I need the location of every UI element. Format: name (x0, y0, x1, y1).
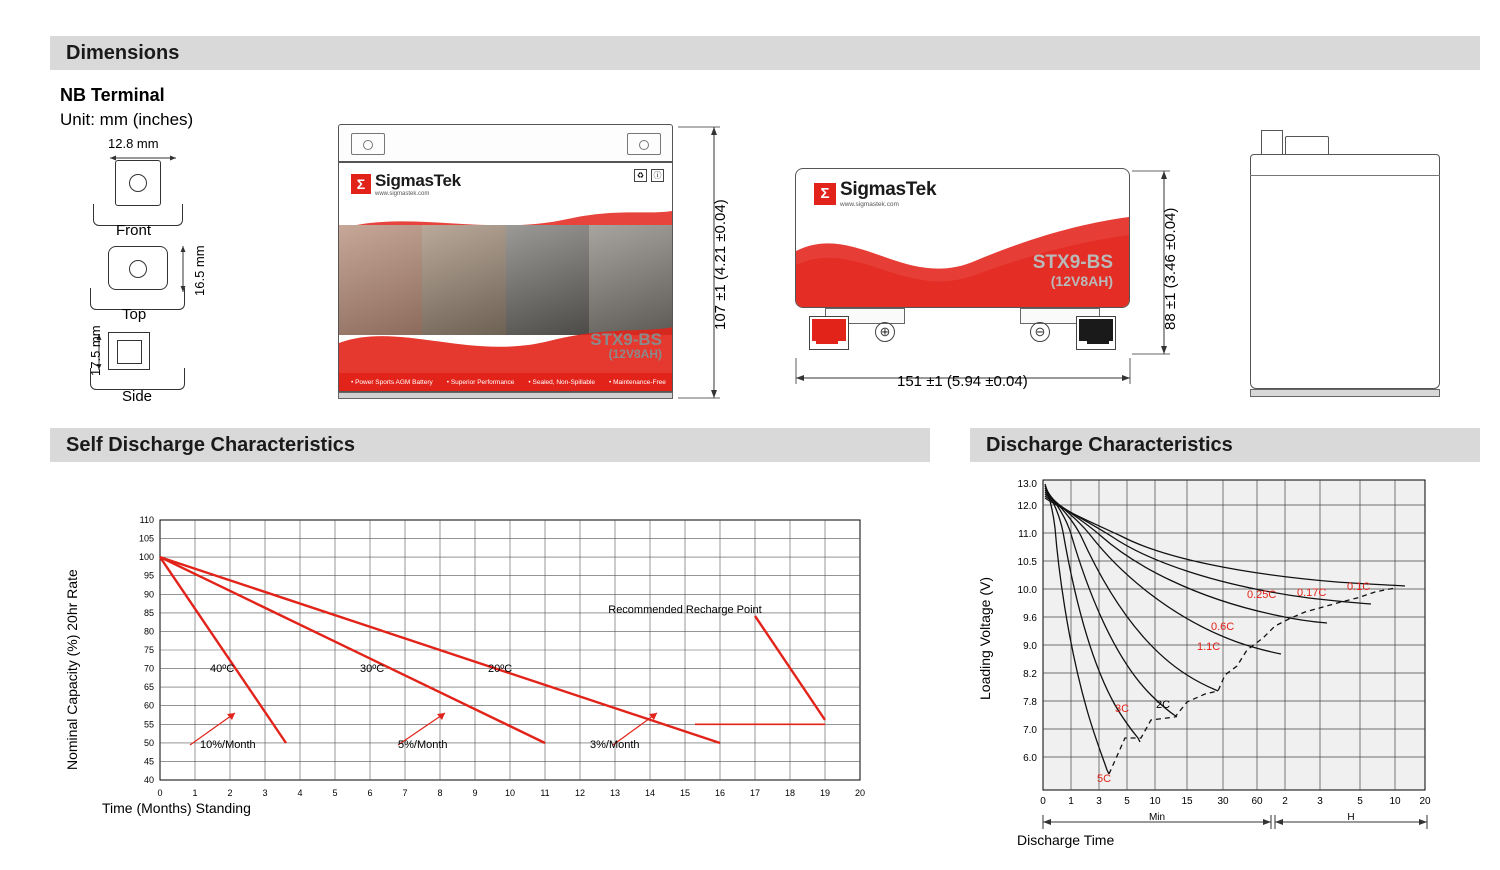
terminal-top-view (108, 246, 168, 290)
svg-text:19: 19 (819, 788, 831, 798)
svg-text:10: 10 (1389, 796, 1401, 807)
svg-text:80: 80 (143, 626, 154, 637)
battery-cell-cap (351, 133, 385, 155)
side-height-label: 88 ±1 (3.46 ±0.04) (1162, 207, 1179, 330)
svg-text:7.8: 7.8 (1023, 697, 1037, 708)
battery-side-body (795, 168, 1130, 308)
feature-3: • Sealed, Non-Spillable (528, 378, 596, 386)
svg-text:55: 55 (143, 719, 154, 730)
svg-text:12.0: 12.0 (1017, 501, 1037, 512)
battery-perspective-image (1245, 124, 1445, 399)
battery-front-body (338, 162, 673, 392)
battery-vent-nub (1261, 130, 1283, 156)
unit-label: Unit: mm (inches) (60, 110, 194, 129)
svg-text:95: 95 (143, 570, 154, 581)
svg-text:9.0: 9.0 (1023, 641, 1037, 652)
battery-side-terminals (795, 308, 1130, 356)
annotation-40c: 40ºC (210, 663, 235, 675)
section-title-dimensions: Dimensions (66, 41, 180, 64)
positive-terminal (809, 316, 849, 350)
terminal-depth-label: 17.5 mm (88, 325, 103, 376)
svg-text:2: 2 (1282, 796, 1288, 807)
battery-front-base (338, 392, 673, 399)
svg-text:60: 60 (1251, 796, 1263, 807)
svg-text:100: 100 (138, 552, 154, 563)
svg-text:15: 15 (1181, 796, 1193, 807)
svg-text:13.0: 13.0 (1017, 479, 1037, 490)
battery-icons (634, 169, 664, 182)
terminal-drawings (60, 136, 310, 406)
svg-text:90: 90 (143, 589, 154, 600)
brand-url: www.sigmastek.com (840, 201, 899, 208)
sigma-mark-icon: Σ (351, 174, 371, 194)
svg-text:0: 0 (1040, 796, 1046, 807)
battery-perspective-base (1250, 389, 1440, 397)
svg-text:8: 8 (437, 788, 443, 798)
battery-front-image (333, 124, 678, 399)
battery-model: STX9-BS (1032, 251, 1113, 273)
battery-side-image (795, 168, 1130, 358)
curve-label-0-6c: 0.6C (1211, 621, 1235, 633)
svg-text:3: 3 (262, 788, 268, 798)
section-title-discharge: Discharge Characteristics (986, 433, 1233, 456)
svg-text:10: 10 (1149, 796, 1161, 807)
self-discharge-xlabel: Time (Months) Standing (102, 800, 251, 816)
brand-name: SigmasTek (840, 179, 937, 200)
annotation-20c: 20ºC (488, 663, 513, 675)
svg-text:50: 50 (143, 737, 154, 748)
self-discharge-plot (60, 500, 940, 840)
polarity-negative-icon: ⊖ (1030, 322, 1050, 342)
svg-text:40: 40 (143, 775, 154, 785)
terminal-view-side-label: Side (122, 388, 153, 405)
svg-text:15: 15 (679, 788, 691, 798)
svg-text:11: 11 (540, 788, 550, 798)
annotation-recharge: Recommended Recharge Point (608, 604, 762, 616)
discharge-xlabel: Discharge Time (1017, 832, 1115, 848)
battery-terminal-cover (1285, 136, 1329, 156)
length-label: 151 ±1 (5.94 ±0.04) (897, 373, 1028, 390)
svg-text:75: 75 (143, 645, 154, 655)
battery-front-top-cover (338, 124, 673, 162)
brand-url: www.sigmastek.com (375, 191, 430, 197)
svg-text:16: 16 (714, 788, 726, 798)
polarity-positive-icon: ⊕ (875, 322, 895, 342)
terminal-front-view (115, 160, 161, 206)
curve-label-5c: 5C (1097, 773, 1112, 785)
brand-logo-side (814, 179, 936, 208)
svg-text:3: 3 (1096, 796, 1102, 807)
discharge-plot (975, 470, 1480, 865)
curve-label-0-1c: 0.1C (1347, 581, 1371, 593)
xaxis-group-min: Min (1148, 812, 1166, 823)
section-header-self-discharge (50, 428, 930, 462)
battery-feature-strip (339, 373, 672, 391)
svg-text:105: 105 (138, 533, 154, 544)
section-header-discharge (970, 428, 1480, 462)
terminal-height-arrow (178, 244, 188, 294)
svg-text:8.2: 8.2 (1023, 669, 1037, 680)
brand-name: SigmasTek (375, 171, 461, 190)
battery-perspective-body (1250, 154, 1440, 389)
front-height-label: 107 ±1 (4.21 ±0.04) (712, 199, 729, 330)
terminal-view-top-label: Top (122, 306, 147, 323)
svg-text:9.6: 9.6 (1023, 613, 1037, 624)
svg-text:7: 7 (402, 788, 408, 798)
section-header-dimensions (50, 36, 1480, 70)
svg-text:70: 70 (143, 663, 154, 674)
discharge-ylabel: Loading Voltage (V) (977, 577, 993, 700)
svg-text:12: 12 (574, 788, 586, 798)
terminal-view-front-label: Front (116, 222, 152, 239)
svg-text:3: 3 (1317, 796, 1323, 807)
annotation-5pct: 5%/Month (398, 739, 448, 751)
svg-text:110: 110 (139, 515, 154, 525)
curve-label-2c: 2C (1156, 699, 1171, 711)
svg-text:14: 14 (644, 788, 656, 798)
curve-label-0-25c: 0.25C (1247, 589, 1277, 601)
xaxis-group-hour: H (1347, 812, 1355, 823)
svg-text:1: 1 (1068, 796, 1074, 807)
annotation-10pct: 10%/Month (200, 739, 256, 751)
battery-model-block (590, 331, 662, 361)
manual-icon: ⓘ (651, 169, 664, 182)
svg-text:9: 9 (472, 788, 478, 798)
svg-text:20: 20 (854, 788, 866, 798)
svg-text:11.0: 11.0 (1018, 529, 1037, 540)
svg-text:45: 45 (143, 756, 154, 767)
brand-logo (351, 171, 461, 197)
svg-text:18: 18 (784, 788, 796, 798)
feature-4: • Maintenance-Free (609, 378, 666, 386)
nb-terminal-title: NB Terminal (60, 85, 165, 105)
svg-text:5: 5 (332, 788, 338, 798)
svg-text:2: 2 (227, 788, 233, 798)
self-discharge-ylabel: Nominal Capacity (%) 20hr Rate (64, 569, 80, 770)
svg-text:85: 85 (143, 607, 154, 618)
recycle-icon: ♻ (634, 169, 647, 182)
terminal-side-view (108, 332, 150, 370)
svg-text:60: 60 (143, 700, 154, 711)
svg-text:6: 6 (367, 788, 373, 798)
svg-text:20: 20 (1419, 796, 1431, 807)
annotation-30c: 30ºC (360, 663, 385, 675)
self-discharge-chart (60, 500, 940, 840)
svg-text:5: 5 (1357, 796, 1363, 807)
battery-spec: (12V8AH) (1050, 272, 1113, 289)
feature-2: • Superior Performance (446, 378, 515, 386)
svg-text:10.0: 10.0 (1017, 585, 1037, 596)
curve-label-1-1c: 1.1C (1197, 641, 1221, 653)
svg-text:17: 17 (749, 788, 761, 798)
svg-text:7.0: 7.0 (1023, 725, 1037, 736)
svg-text:6.0: 6.0 (1023, 753, 1037, 764)
battery-top-cap-line (1250, 154, 1440, 176)
svg-text:30: 30 (1217, 796, 1229, 807)
battery-model: STX9-BS (590, 329, 662, 349)
terminal-width-label: 12.8 mm (108, 136, 159, 151)
curve-label-0-17c: 0.17C (1297, 587, 1327, 599)
svg-text:10.5: 10.5 (1017, 557, 1037, 568)
terminal-height-label: 16.5 mm (192, 245, 207, 296)
sigma-mark-icon: Σ (814, 183, 836, 205)
section-title-self-discharge: Self Discharge Characteristics (66, 433, 356, 456)
annotation-3pct: 3%/Month (590, 739, 640, 751)
svg-text:4: 4 (297, 788, 303, 798)
svg-text:13: 13 (609, 788, 621, 798)
discharge-chart (975, 470, 1480, 865)
negative-terminal (1076, 316, 1116, 350)
battery-cell-cap (627, 133, 661, 155)
svg-text:1: 1 (192, 788, 198, 798)
curve-label-3c: 3C (1115, 703, 1130, 715)
terminal-side-skirt (90, 368, 185, 390)
svg-text:65: 65 (143, 682, 154, 693)
svg-text:10: 10 (504, 788, 516, 798)
battery-spec: (12V8AH) (608, 347, 662, 362)
battery-model-block-side (1033, 253, 1113, 289)
svg-text:0: 0 (157, 788, 163, 798)
feature-1: • Power Sports AGM Battery (351, 378, 433, 386)
svg-text:5: 5 (1124, 796, 1130, 807)
